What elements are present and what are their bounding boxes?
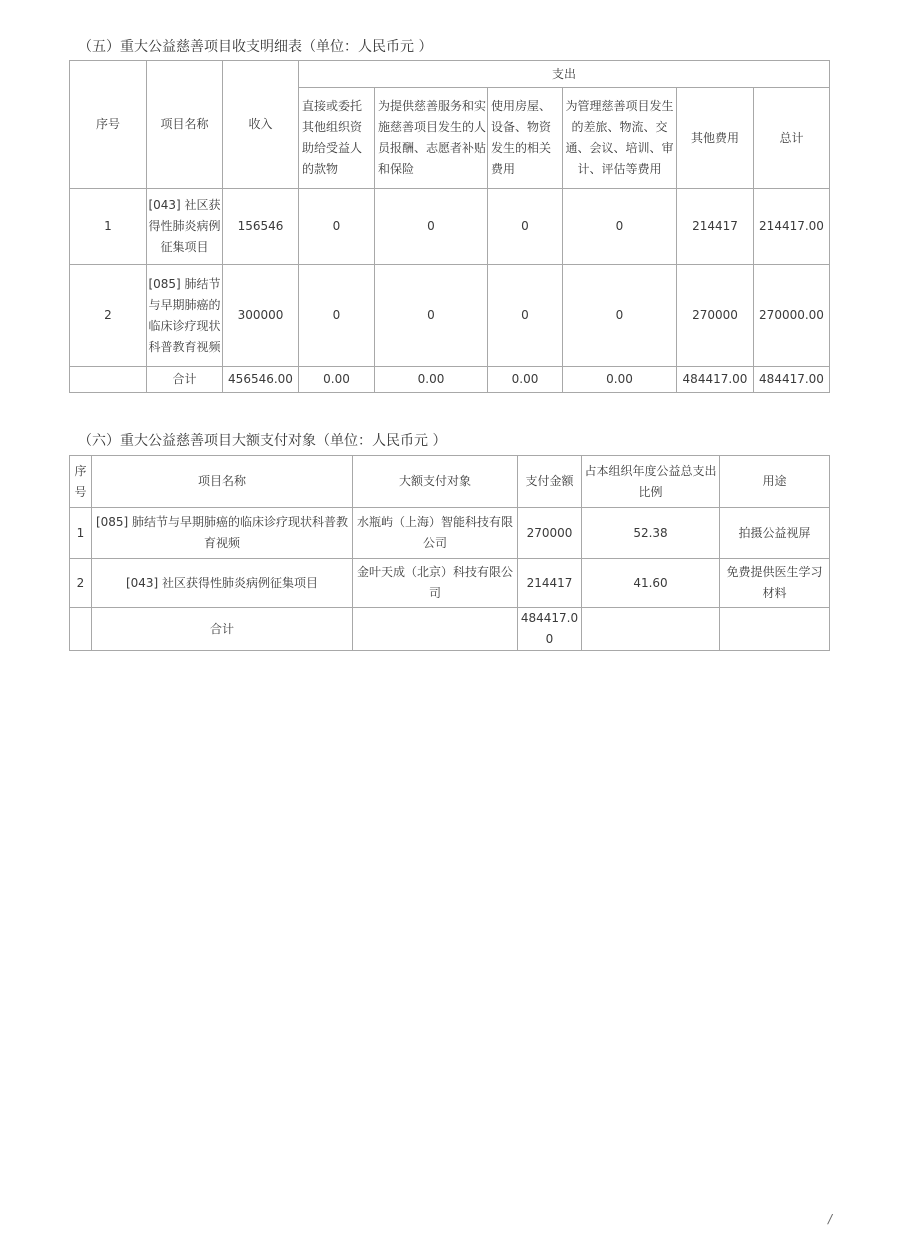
sum-label: 合计 <box>92 608 353 651</box>
cell-empty <box>582 608 720 651</box>
header-name: 项目名称 <box>92 456 353 508</box>
cell-amount: 214417 <box>518 559 582 608</box>
cell-direct: 0 <box>299 189 375 265</box>
cell-name: [085] 肺结节与早期肺癌的临床诊疗现状科普教育视频 <box>92 508 353 559</box>
cell-seq: 2 <box>70 265 147 367</box>
cell-empty <box>70 608 92 651</box>
section6-title: （六）重大公益慈善项目大额支付对象（单位：人民币元 ） <box>78 433 447 449</box>
cell-management: 0 <box>563 189 677 265</box>
cell-ratio: 52.38 <box>582 508 720 559</box>
cell-purpose: 拍摄公益视屏 <box>720 508 830 559</box>
cell-income: 156546 <box>223 189 299 265</box>
header-row <box>70 456 830 508</box>
table-row <box>70 559 830 608</box>
header-payee: 大额支付对象 <box>353 456 518 508</box>
sum-property: 0.00 <box>488 367 563 393</box>
table-row <box>70 189 830 265</box>
cell-payee: 金叶天成（北京）科技有限公司 <box>353 559 518 608</box>
page-number: / <box>828 1212 833 1226</box>
header-property: 使用房屋、设备、物资发生的相关费用 <box>488 88 563 189</box>
cell-amount: 270000 <box>518 508 582 559</box>
section5-title: （五）重大公益慈善项目收支明细表（单位：人民币元 ） <box>78 39 433 55</box>
cell-property: 0 <box>488 265 563 367</box>
sum-label: 合计 <box>147 367 223 393</box>
cell-name: [085] 肺结节与早期肺癌的临床诊疗现状科普教育视频 <box>147 265 223 367</box>
header-management: 为管理慈善项目发生的差旅、物流、交通、会议、培训、审计、评估等费用 <box>563 88 677 189</box>
cell-property: 0 <box>488 189 563 265</box>
header-name: 项目名称 <box>147 61 223 189</box>
cell-seq: 2 <box>70 559 92 608</box>
cell-empty <box>720 608 830 651</box>
cell-name: [043] 社区获得性肺炎病例征集项目 <box>92 559 353 608</box>
sum-other: 484417.00 <box>677 367 754 393</box>
cell-purpose: 免费提供医生学习材料 <box>720 559 830 608</box>
header-direct: 直接或委托其他组织资助给受益人的款物 <box>299 88 375 189</box>
header-purpose: 用途 <box>720 456 830 508</box>
table-row <box>70 265 830 367</box>
cell-total: 214417.00 <box>754 189 830 265</box>
header-personnel: 为提供慈善服务和实施慈善项目发生的人员报酬、志愿者补贴和保险 <box>375 88 488 189</box>
table-row <box>70 508 830 559</box>
cell-name: [043] 社区获得性肺炎病例征集项目 <box>147 189 223 265</box>
cell-ratio: 41.60 <box>582 559 720 608</box>
cell-total: 270000.00 <box>754 265 830 367</box>
income-expense-table <box>69 60 830 393</box>
cell-payee: 水瓶屿（上海）智能科技有限公司 <box>353 508 518 559</box>
sum-direct: 0.00 <box>299 367 375 393</box>
header-ratio: 占本组织年度公益总支出比例 <box>582 456 720 508</box>
header-seq: 序号 <box>70 61 147 189</box>
sum-management: 0.00 <box>563 367 677 393</box>
header-seq: 序号 <box>70 456 92 508</box>
sum-personnel: 0.00 <box>375 367 488 393</box>
header-income: 收入 <box>223 61 299 189</box>
sum-amount: 484417.00 <box>518 608 582 651</box>
cell-other: 214417 <box>677 189 754 265</box>
sum-total: 484417.00 <box>754 367 830 393</box>
header-other: 其他费用 <box>677 88 754 189</box>
cell-personnel: 0 <box>375 265 488 367</box>
cell-seq: 1 <box>70 189 147 265</box>
header-row <box>70 61 830 88</box>
cell-other: 270000 <box>677 265 754 367</box>
cell-management: 0 <box>563 265 677 367</box>
sum-row <box>70 367 830 393</box>
cell-income: 300000 <box>223 265 299 367</box>
header-amount: 支付金额 <box>518 456 582 508</box>
cell-seq: 1 <box>70 508 92 559</box>
cell-direct: 0 <box>299 265 375 367</box>
cell-empty <box>353 608 518 651</box>
header-expense: 支出 <box>299 61 830 88</box>
sum-row <box>70 608 830 651</box>
sum-income: 456546.00 <box>223 367 299 393</box>
cell-personnel: 0 <box>375 189 488 265</box>
cell-empty <box>70 367 147 393</box>
header-total: 总计 <box>754 88 830 189</box>
large-payment-table <box>69 455 830 651</box>
